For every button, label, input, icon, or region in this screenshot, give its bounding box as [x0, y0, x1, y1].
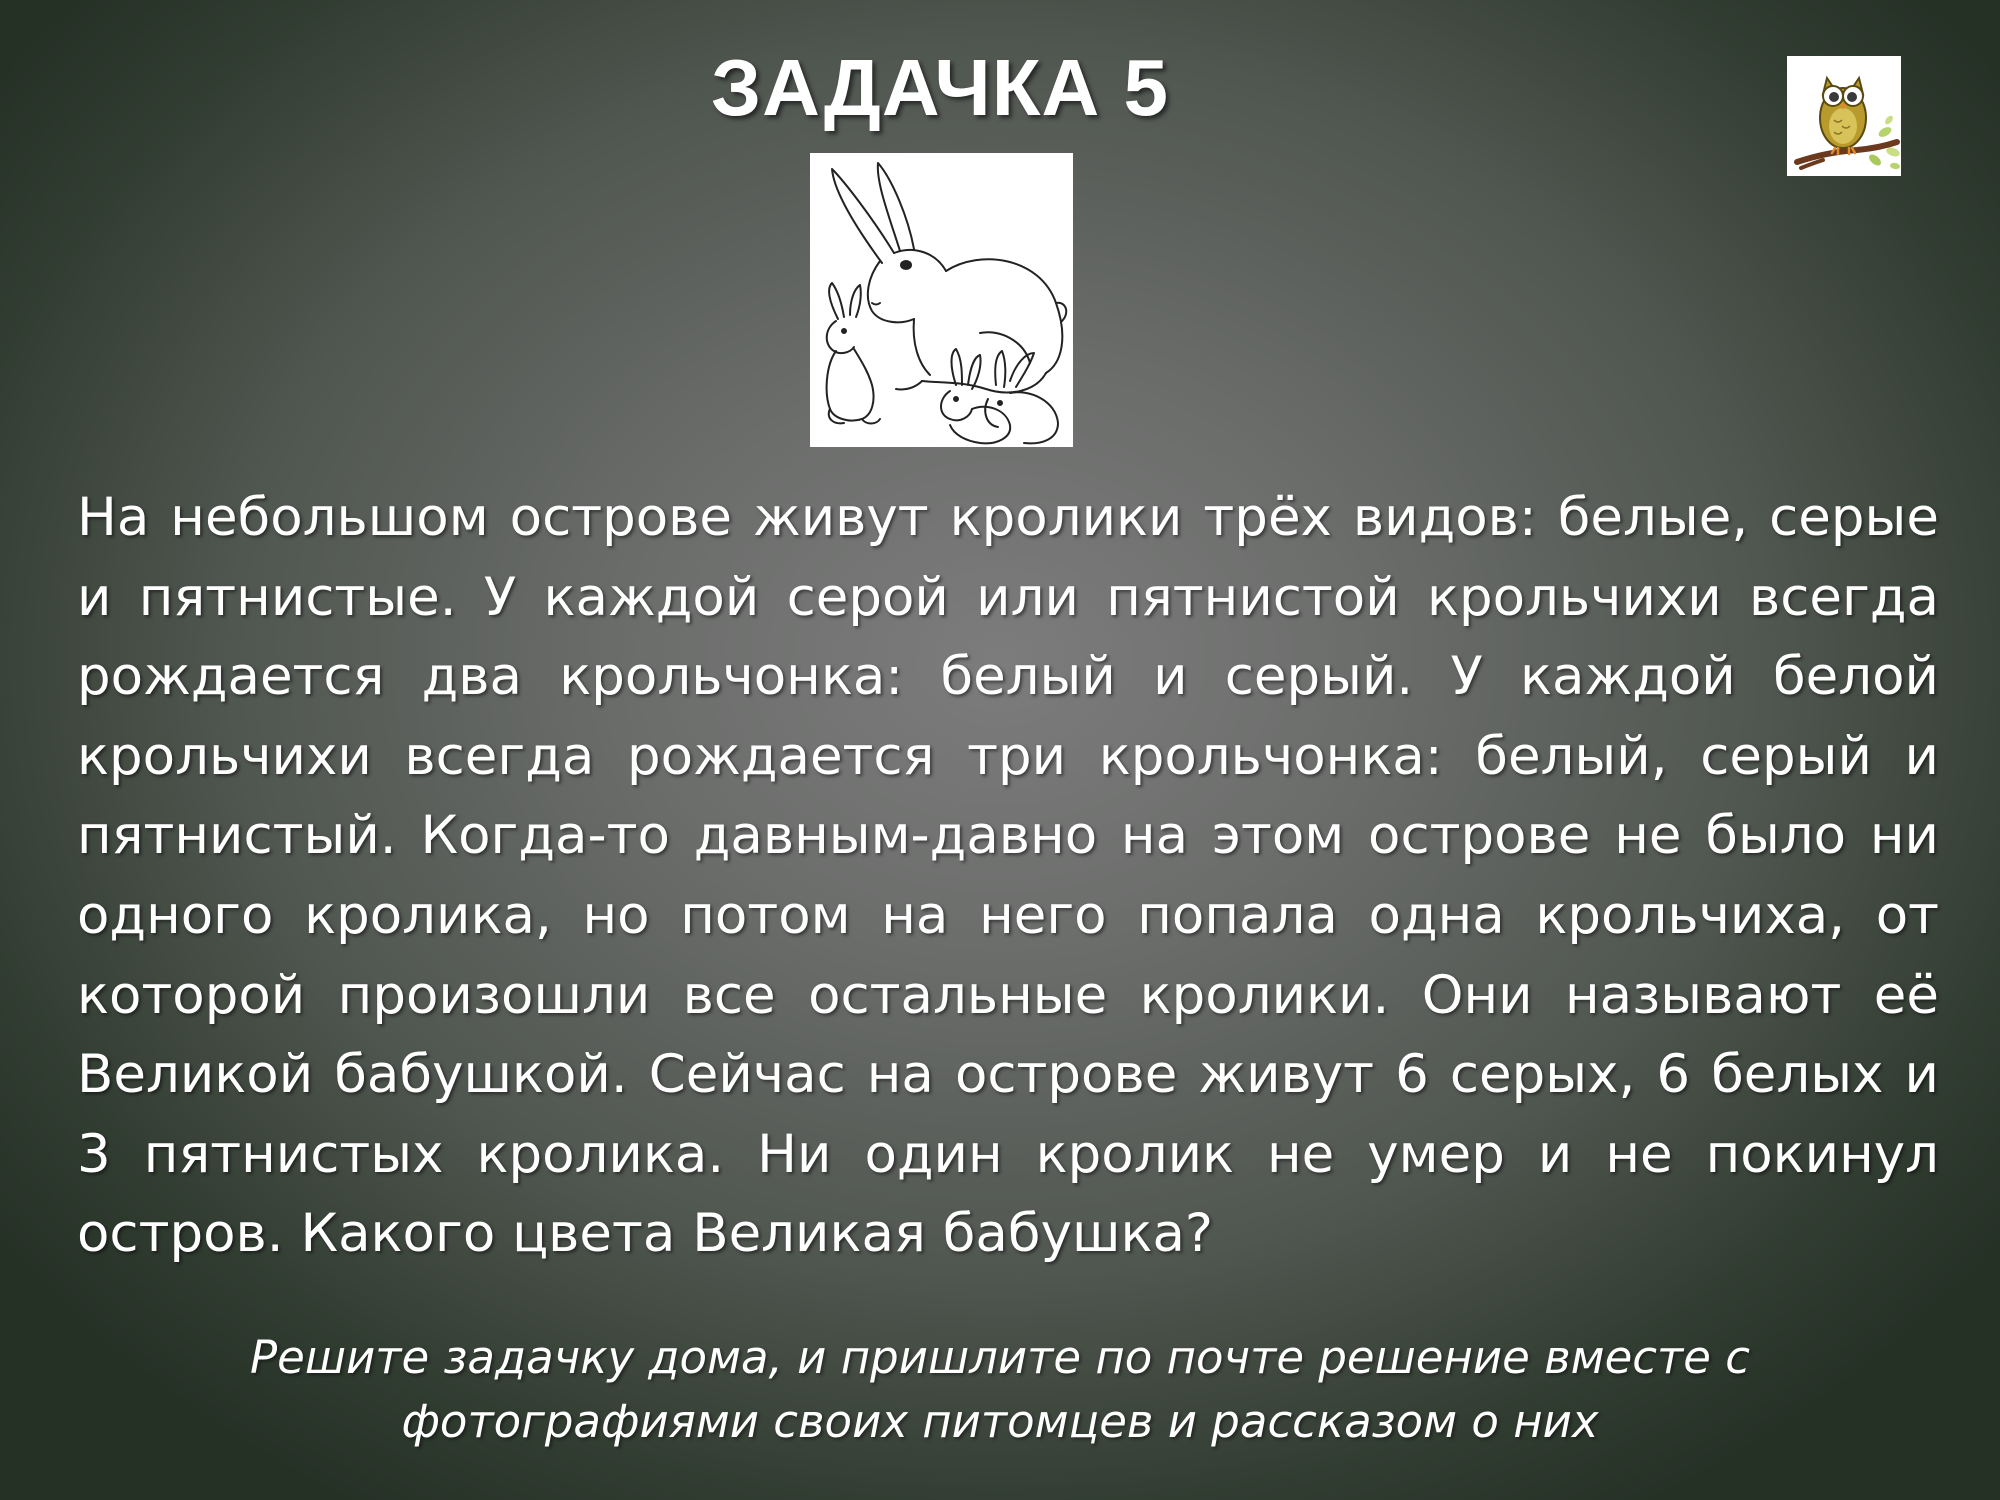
problem-text: На небольшом острове живут кролики трёх видов: белые, серые и пятнистые. У каждой серой или пятнистой крольчихи всегда рождается два крольчонка: белый и серый. У каждой белой крольчихи всегда рождается три крольчонка: белый, серый и пятнистый. Когда-то давным-давно на этом острове не было ни одного кролика, но потом на него попала одна крольчиха, от которой произошли все остальные кролики. Они называют её Великой бабушкой. Сейчас на острове живут 6 серых, 6 белых и 3 пятнистых кролика. Ни один кролик не умер и не покинул остров. Какого цвета Великая бабушка? — [77, 487, 1939, 1265]
homework-note-line-1: Решите задачку дома, и пришлите по почте решение вместе с — [250, 1331, 1750, 1384]
owl-icon — [1787, 56, 1901, 176]
slide-title: ЗАДАЧКА 5 — [710, 43, 1170, 132]
homework-note — [160, 1326, 1840, 1454]
rabbit-family-image — [810, 153, 1073, 447]
homework-note-line-2: фотографиями своих питомцев и рассказом о них — [401, 1395, 1599, 1448]
